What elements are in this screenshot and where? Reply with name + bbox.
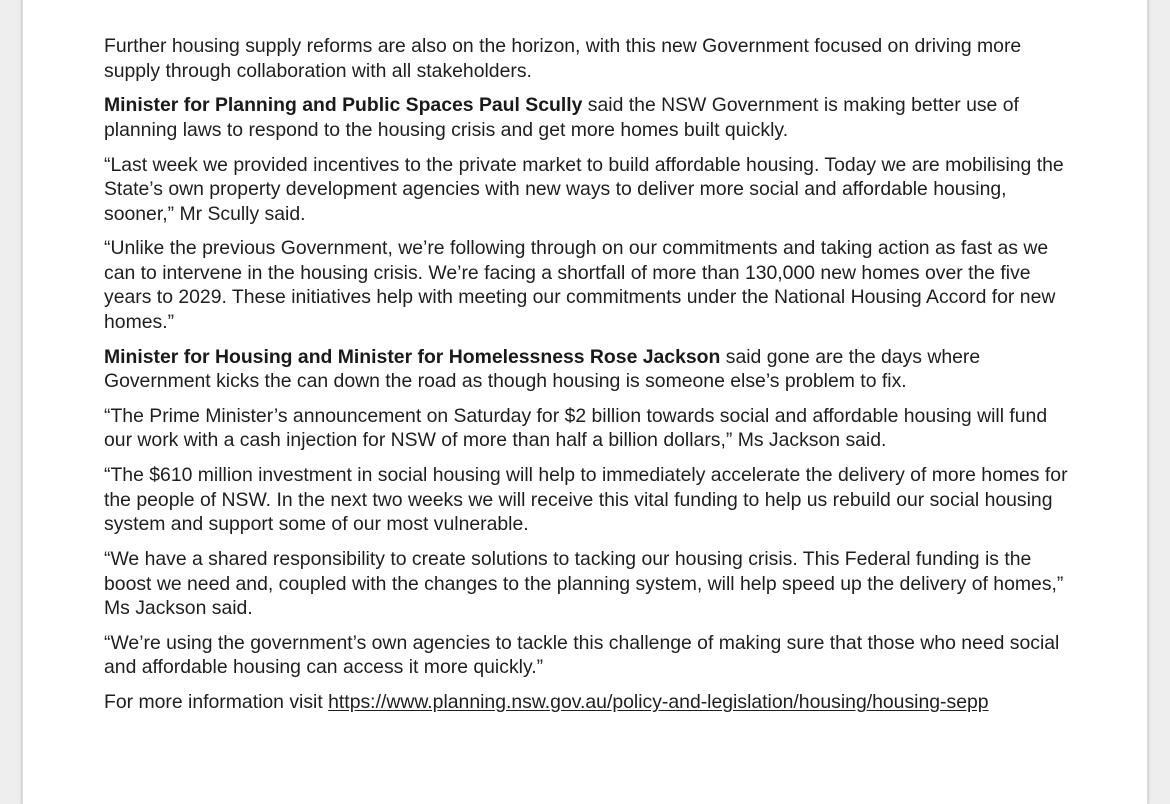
paragraph-jackson-quote-1: “The Prime Minister’s announcement on Saturday for $2 billion towards social and affordable housing will fund our work with a cash injection for NSW of more than half a billion dollars,” Ms Jackson said.: [104, 404, 1048, 452]
paragraph-supply-reforms: Further housing supply reforms are also on the horizon, with this new Government focused on driving more supply through collaboration with all stakeholders.: [104, 35, 1022, 82]
housing-sepp-link[interactable]: https://www.planning.nsw.gov.au/policy-and-legislation/housing/housing-sepp: [328, 691, 989, 714]
paragraph-jackson-quote-4: “We’re using the government’s own agencies to tackle this challenge of making sure that those who need social and affordable housing can access it more quickly.”: [104, 631, 1060, 679]
paragraph-scully-statement: [104, 93, 1074, 142]
document-page: [22, 0, 1148, 804]
speaker-name-scully: Minister for Planning and Public Spaces Paul Scully: [104, 94, 583, 117]
more-info-prefix: For more information visit: [104, 691, 329, 714]
document-body: [104, 34, 1074, 725]
speaker-name-jackson: Minister for Housing and Minister for Homelessness Rose Jackson: [104, 345, 721, 368]
paragraph-scully-text: said the NSW Government is making better use of planning laws to respond to the housing crisis and get more homes built quickly.: [104, 94, 1019, 141]
paragraph-more-info: [104, 690, 1074, 715]
paragraph-jackson-text: said gone are the days where Government kicks the can down the road as though housing is someone else’s problem to fix.: [104, 345, 981, 393]
paragraph-scully-quote-2: “Unlike the previous Government, we’re following through on our commitments and taking action as fast as we can to intervene in the housing crisis. We’re facing a shortfall of more than 130,000 new homes over the five years to 2029. These initiatives help with meeting our commitments under the National Housing Accord for new homes.”: [104, 237, 1056, 333]
paragraph-scully-quote-1: “Last week we provided incentives to the private market to build affordable housing. Today we are mobilising the State’s own property development agencies with new ways to deliver more social and affordable housing, sooner,” Mr Scully said.: [104, 153, 1064, 225]
paragraph-jackson-statement: [104, 345, 1074, 394]
paragraph-jackson-quote-3: “We have a shared responsibility to create solutions to tacking our housing crisis. This Federal funding is the boost we need and, coupled with the changes to the planning system, will help speed up the delivery of homes,” Ms Jackson said.: [104, 548, 1064, 620]
paragraph-jackson-quote-2: “The $610 million investment in social housing will help to immediately accelerate the delivery of more homes for the people of NSW. In the next two weeks we will receive this vital funding to help us rebuild our social housing system and support some of our most vulnerable.: [104, 464, 1068, 536]
